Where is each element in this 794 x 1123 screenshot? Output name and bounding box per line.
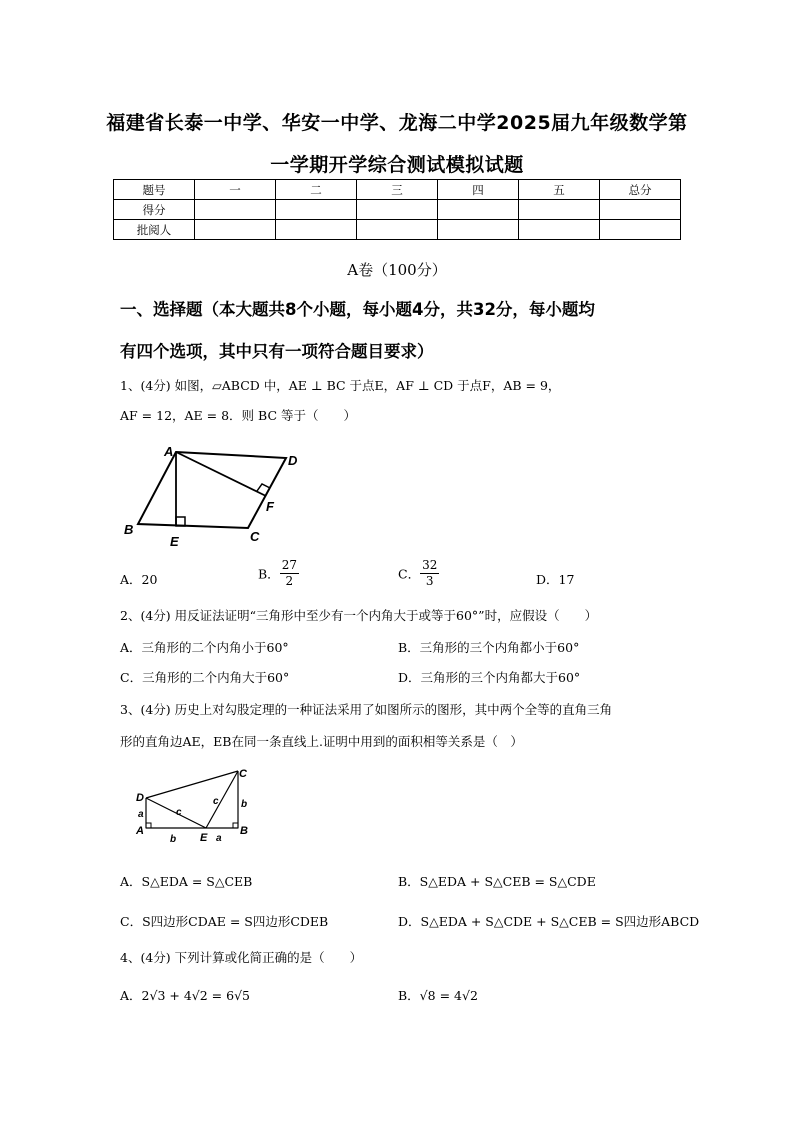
parallelogram-abcd [138, 452, 286, 528]
score-header-cell: 一 [195, 180, 276, 200]
label-a: A [136, 825, 144, 837]
option-fraction [420, 558, 439, 589]
q1-option-b[interactable] [258, 558, 299, 589]
score-cell[interactable] [600, 220, 681, 240]
score-header-cell: 总分 [600, 180, 681, 200]
fraction-numerator: 27 [281, 558, 297, 572]
score-table-header-row [114, 180, 681, 200]
q3-option-c[interactable]: C．S四边形CDAE = S四边形CDEB [120, 914, 329, 929]
section1-heading-line2: 有四个选项，其中只有一项符合题目要求） [120, 342, 434, 361]
q2-option-a[interactable]: A．三角形的二个内角小于60° [120, 640, 289, 655]
label-side-c: c [176, 807, 182, 818]
exam-title-line2: 一学期开学综合测试模拟试题 [270, 154, 524, 176]
score-table [113, 179, 681, 240]
label-c: C [239, 768, 247, 780]
label-b: B [240, 825, 248, 837]
altitude-af [176, 452, 266, 496]
score-cell[interactable] [600, 200, 681, 220]
label-f: F [266, 499, 274, 514]
label-side-b: b [170, 834, 177, 845]
option-prefix: D． [536, 572, 559, 587]
q3-option-b[interactable]: B．S△EDA + S△CEB = S△CDE [398, 874, 596, 889]
score-table-row [114, 220, 681, 240]
score-cell[interactable] [357, 200, 438, 220]
label-c: C [250, 529, 260, 544]
fraction-denominator: 3 [425, 574, 434, 588]
score-header-cell: 四 [438, 180, 519, 200]
label-a: A [164, 444, 174, 459]
score-cell[interactable] [438, 200, 519, 220]
right-angle-mark-b [233, 823, 238, 828]
label-side-c2: c [213, 796, 219, 807]
q1-option-d[interactable] [536, 570, 574, 588]
fraction-numerator: 32 [422, 558, 438, 572]
score-header-cell: 五 [519, 180, 600, 200]
score-header-cell: 二 [276, 180, 357, 200]
score-table-row [114, 200, 681, 220]
label-b: B [124, 522, 134, 537]
label-side-a: a [138, 809, 144, 820]
label-d: D [136, 792, 144, 804]
score-row-label: 批阅人 [114, 220, 195, 240]
fraction-denominator: 2 [285, 574, 294, 588]
score-cell[interactable] [519, 220, 600, 240]
option-prefix: B． [258, 566, 280, 582]
q4-stem: 4、(4分) 下列计算或化简正确的是（ ） [120, 950, 363, 965]
score-cell[interactable] [276, 220, 357, 240]
score-cell[interactable] [519, 200, 600, 220]
score-cell[interactable] [438, 220, 519, 240]
q3-option-a[interactable]: A．S△EDA = S△CEB [120, 874, 253, 889]
score-header-cell: 三 [357, 180, 438, 200]
score-row-label: 得分 [114, 200, 195, 220]
label-side-a2: a [216, 833, 222, 844]
score-cell[interactable] [276, 200, 357, 220]
q2-stem: 2、(4分) 用反证法证明“三角形中至少有一个内角大于或等于60°”时，应假设（ ） [120, 608, 598, 623]
q3-stem-line2: 形的直角边AE，EB在同一条直线上.证明中用到的面积相等关系是（ ） [120, 734, 523, 749]
label-side-b2: b [241, 799, 248, 810]
option-value: 17 [558, 572, 575, 587]
q1-parallelogram-figure [118, 440, 318, 552]
q1-option-a[interactable] [120, 570, 157, 588]
q1-option-c[interactable] [398, 558, 439, 589]
exam-title-line1: 福建省长泰一中学、华安一中学、龙海二中学2025届九年级数学第 [106, 112, 688, 134]
score-cell[interactable] [195, 220, 276, 240]
q3-stem-line1: 3、(4分) 历史上对勾股定理的一种证法采用了如图所示的图形，其中两个全等的直角三角 [120, 702, 613, 717]
q3-option-d[interactable]: D．S△EDA + S△CDE + S△CEB = S四边形ABCD [398, 914, 700, 929]
option-fraction [280, 558, 299, 589]
q2-option-d[interactable]: D．三角形的三个内角都大于60° [398, 670, 581, 685]
label-e: E [200, 832, 208, 844]
segment-dc [146, 771, 238, 798]
q4-option-b[interactable]: B．√8 = 4√2 [398, 988, 478, 1003]
right-angle-mark-a [146, 823, 151, 828]
q1-stem-line2: AF = 12，AE = 8．则 BC 等于（ ） [120, 408, 356, 423]
option-value: 20 [141, 572, 158, 587]
q1-stem-line1: 1、(4分) 如图，▱ABCD 中，AE ⊥ BC 于点E，AF ⊥ CD 于点F，AB = 9， [120, 378, 561, 393]
q2-option-b[interactable]: B．三角形的三个内角都小于60° [398, 640, 580, 655]
paper-a-heading: A卷（100分） [347, 261, 447, 279]
section1-heading-line1: 一、选择题（本大题共8个小题，每小题4分，共32分，每小题均 [120, 300, 595, 319]
q3-trapezoid-figure [128, 762, 258, 848]
score-cell[interactable] [195, 200, 276, 220]
option-prefix: C． [398, 566, 421, 582]
option-prefix: A． [120, 572, 142, 587]
q2-option-c[interactable]: C．三角形的二个内角大于60° [120, 670, 290, 685]
label-d: D [288, 453, 298, 468]
score-cell[interactable] [357, 220, 438, 240]
score-header-cell: 题号 [114, 180, 195, 200]
label-e: E [170, 534, 179, 549]
q4-option-a[interactable]: A．2√3 + 4√2 = 6√5 [120, 988, 250, 1003]
